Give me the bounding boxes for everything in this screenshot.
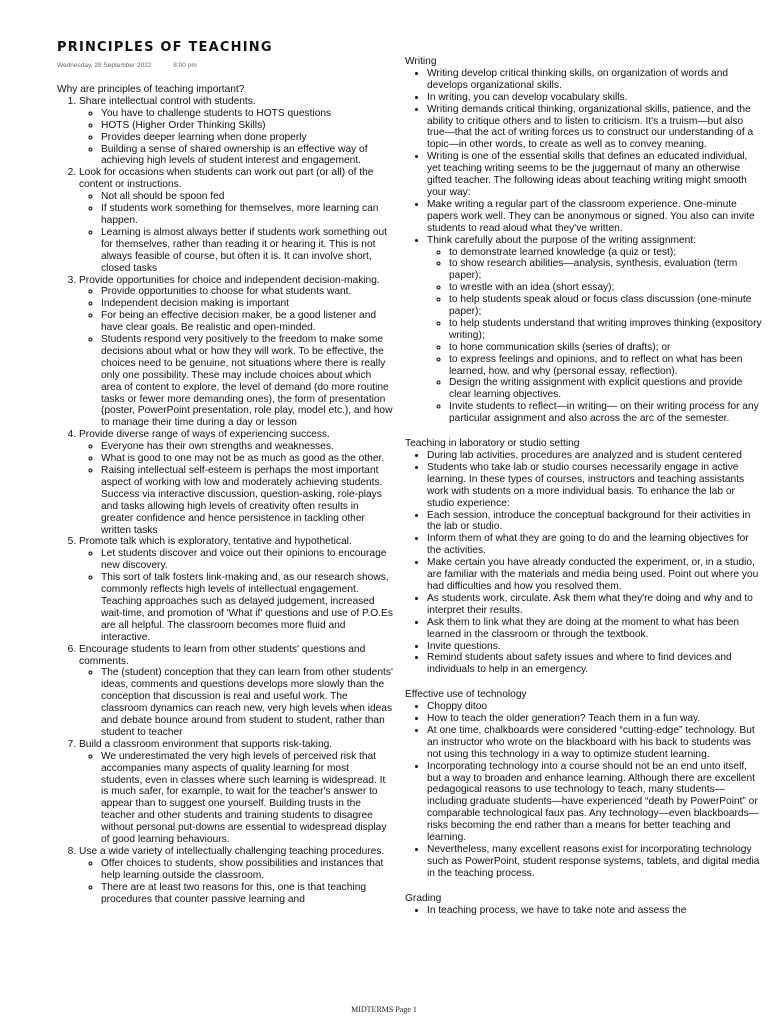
section-technology [405, 689, 763, 880]
list-item-text: Writing demands critical thinking, organizational skills, patience, and the ability to critique others and to listen to criticism. It's a truism—but also true—that the act of writing forces us to construct our understanding of a topic—in other words, to create as well as to convey meaning. [427, 103, 754, 151]
list-item-text: Inform them of what they are going to do and the learning objectives for the activities. [427, 533, 749, 557]
section-lab [405, 438, 763, 676]
list-item [427, 641, 763, 653]
sub-item-text: to demonstrate learned knowledge (a quiz or test); [449, 246, 677, 258]
sub-item-text: Everyone has their own strengths and weaknesses. [101, 441, 334, 453]
sub-item-text: There are at least two reasons for this, one is that teaching procedures that counter passive learning and [101, 881, 367, 905]
sub-item [449, 354, 763, 378]
sub-item [101, 882, 393, 906]
principle-item [79, 536, 393, 643]
sub-list [79, 108, 393, 168]
list-item [427, 104, 763, 152]
list-item [427, 151, 763, 199]
sub-item [101, 203, 393, 227]
page-footer: MIDTERMS Page 1 [351, 1005, 417, 1014]
sub-item-text: to show research abilities—analysis, synthesis, evaluation (term paper); [449, 258, 738, 282]
sub-item [101, 667, 393, 738]
sub-item [449, 377, 763, 401]
principle-item-text: Share intellectual control with students. [79, 95, 256, 107]
list-item-text: Choppy ditoo [427, 701, 488, 713]
list-item-text: During lab activities, procedures are analyzed and is student centered [427, 450, 742, 461]
principles-list [57, 96, 393, 906]
principle-item [79, 275, 393, 430]
sub-item [449, 318, 763, 342]
principle-item [79, 429, 393, 536]
sub-item [101, 227, 393, 275]
list-item-text: Students who take lab or studio courses necessarily engage in active learning. In these types of courses, instructors and teaching assistants work with students on a more individual basis. To enhance the lab or studio experience: [427, 461, 745, 509]
list-item [427, 905, 763, 917]
list-item [427, 557, 763, 593]
sub-item [101, 334, 393, 429]
list-item [427, 533, 763, 557]
sub-list [79, 667, 393, 738]
technology-list [405, 701, 763, 880]
section-grading [405, 893, 763, 917]
sub-item [101, 191, 393, 203]
list-item-text: At one time, chalkboards were considered “cutting-edge” technology. But an instructor who wrote on the blackboard with his back to students was not using this technology in a way to optimize student learning. [427, 724, 755, 760]
note-meta [57, 62, 217, 69]
list-item-text: Writing develop critical thinking skills, on organization of words and develops organizational skills. [427, 67, 729, 91]
sub-item [101, 548, 393, 572]
list-item [427, 701, 763, 713]
sub-item-text: You have to challenge students to HOTS questions [101, 107, 332, 119]
principle-item [79, 96, 393, 167]
sub-list [79, 858, 393, 906]
list-item [427, 450, 763, 462]
list-item-text: Writing is one of the essential skills that defines an educated individual, yet teaching writing seems to be the juggernaut of many an otherwise gifted teacher. The following ideas about teaching writing might smooth your way: [427, 151, 748, 198]
list-item-text: Invite questions. [427, 640, 501, 652]
note-date: Wednesday, 28 September 2022 [57, 62, 152, 69]
page-title: PRINCIPLES OF TEACHING [57, 40, 273, 55]
sub-item-text: This sort of talk fosters link-making and, as our research shows, commonly reflects high levels of intellectual engagement. Teaching approaches such as delayed judgement, increased wait-time, and promotion of 'What if' questions and use of P.O.Es are all helpful. The classroom becomes more fluid and interactive. [101, 572, 393, 643]
principle-item-text: Look for occasions when students can work out part (or all) of the content or instructions. [79, 167, 374, 191]
list-item [427, 844, 763, 880]
right-column [405, 56, 763, 981]
principle-item-text: Provide opportunities for choice and independent decision-making. [79, 274, 380, 286]
sub-item-text: Provides deeper learning when done properly [101, 131, 307, 143]
sub-item-text: Learning is almost always better if students work something out for themselves, rather than reading it or hearing it. This is not always feasible of course, but often it is. It can involve short, closed tasks [101, 226, 387, 274]
list-item-text: Remind students about safety issues and where to find devices and individuals to help in an emergency. [427, 652, 732, 676]
sub-list [79, 191, 393, 274]
list-item [427, 68, 763, 92]
sub-item [449, 247, 763, 259]
principle-item-text: Encourage students to learn from other students' questions and comments. [79, 643, 366, 667]
sub-item-text: Building a sense of shared ownership is an effective way of achieving high levels of student interest and engagement. [101, 143, 368, 167]
sub-item [101, 132, 393, 144]
sub-item [101, 144, 393, 168]
intro-question: Why are principles of teaching important? [57, 84, 245, 95]
list-item [427, 617, 763, 641]
sub-item-text: to help students speak aloud or focus class discussion (one-minute paper); [449, 294, 752, 318]
sub-item-text: For being an effective decision maker, be a good listener and have clear goals. Be realistic and open-minded. [101, 310, 377, 334]
sub-item [449, 282, 763, 294]
list-item-text: How to teach the older generation? Teach them in a fun way. [427, 713, 701, 725]
sub-item-text: Independent decision making is important [101, 298, 290, 310]
principle-item-text: Provide diverse range of ways of experiencing success. [79, 429, 330, 441]
list-item [427, 199, 763, 235]
list-item-text: Nevertheless, many excellent reasons exist for incorporating technology such as PowerPoint, student response systems, tablets, and digital media in the teaching process. [427, 844, 760, 879]
list-item [427, 462, 763, 510]
list-item [427, 92, 763, 104]
list-item [427, 510, 763, 534]
principle-item [79, 846, 393, 906]
principle-item [79, 644, 393, 739]
sub-item-text: We underestimated the very high levels of perceived risk that accompanies many aspects of quality learning for most students, even in classes where such learning is widespread. It is much safer, for example, to wait for the teacher's answer to appear than to suggest one yourself. Building trusts in the teacher and other students and training students to disagree without personal put-downs are essential to widespread display of good learning behaviours. [101, 750, 387, 846]
sub-list [79, 751, 393, 846]
sub-item [101, 453, 393, 465]
sub-list [79, 548, 393, 643]
sub-list [79, 286, 393, 429]
sub-item-text: Raising intellectual self-esteem is perhaps the most important aspect of working with low and moderately achieving students. Success via interactive discussion, question-asking, role-plays and tasks allowing high levels of creativity often results in greater confidence and hence persistence in tackling other written tasks [101, 465, 383, 536]
list-item-text: In teaching process, we have to take note and assess the [427, 904, 687, 916]
sub-item [101, 441, 393, 453]
lab-list [405, 450, 763, 676]
sub-item [101, 751, 393, 846]
sub-item-text: Provide opportunities to choose for what students want. [101, 286, 352, 298]
sub-list [427, 247, 763, 426]
sub-item-text: to express feelings and opinions, and to reflect on what has been learned, how, and why (personal essay, reflection). [449, 353, 743, 377]
sub-item [101, 108, 393, 120]
sub-item [101, 286, 393, 298]
principle-item-text: Promote talk which is exploratory, tentative and hypothetical. [79, 536, 352, 548]
list-item [427, 235, 763, 426]
sub-item [101, 310, 393, 334]
sub-item [101, 120, 393, 132]
list-item-text: In writing, you can develop vocabulary skills. [427, 91, 628, 103]
sub-item-text: Invite students to reflect—in writing— on their writing process for any particular assignment and also across the arc of the semester. [449, 401, 759, 425]
list-item-text: Incorporating technology into a course should not be an end unto itself, but a way to broaden and enhance learning. Although there are excellent pedagogical reasons to use technology to teach, many students—including graduate students—have experienced “death by PowerPoint” or comparable technological faux pas. Any technology—even blackboards—risks becoming the end rather than a means for better teaching and learning. [427, 760, 759, 844]
sub-item [101, 858, 393, 882]
sub-item-text: Offer choices to students, show possibilities and instances that help learning outside the classroom. [101, 857, 384, 881]
note-time: 8:00 pm [173, 62, 197, 69]
section-heading: Teaching in laboratory or studio setting [405, 438, 580, 450]
list-item-text: Think carefully about the purpose of the writing assignment: [427, 234, 696, 246]
principle-item [79, 167, 393, 274]
sub-item-text: to hone communication skills (series of drafts); or [449, 341, 671, 353]
sub-item-text: to wrestle with an idea (short essay); [449, 282, 615, 294]
list-item-text: Make writing a regular part of the classroom experience. One-minute papers work well. They can be anonymous or signed. You also can invite students to read aloud what they've written. [427, 198, 755, 234]
list-item [427, 593, 763, 617]
section-heading: Grading [405, 892, 442, 904]
section-writing [405, 56, 763, 425]
sub-item-text: Design the writing assignment with explicit questions and provide clear learning objectives. [449, 377, 743, 401]
sub-item-text: Let students discover and voice out their opinions to encourage new discovery. [101, 548, 387, 572]
section-heading: Writing [405, 56, 437, 67]
sub-item [449, 342, 763, 354]
principle-item-text: Build a classroom environment that supports risk-taking. [79, 738, 333, 750]
sub-item-text: The (student) conception that they can learn from other students' ideas, comments and questions develops more slowly than the conception that discussion is real and useful work. The classroom dynamics can reach new, very high levels when ideas and debate bounce around from student to student, rather than student to teacher [101, 667, 393, 738]
sub-item [449, 401, 763, 425]
sub-item [101, 298, 393, 310]
list-item [427, 725, 763, 761]
sub-item-text: to help students understand that writing improves thinking (expository writing); [449, 317, 762, 341]
list-item [427, 761, 763, 844]
principle-item-text: Use a wide variety of intellectually challenging teaching procedures. [79, 846, 385, 857]
sub-item-text: Students respond very positively to the freedom to make some decisions about what or how they will work. To be effective, the choices need to be genuine, not situations where there is really only one possibility. These may include choices about which area of content to explore, the level of demand (do more routine tasks or fewer more demanding ones), the form of presentation (poster, PowerPoint presentation, role play, model etc.), and how to manage their time during a day or lesson [101, 334, 393, 429]
writing-list [405, 68, 763, 425]
left-column [57, 84, 393, 906]
sub-item [449, 294, 763, 318]
sub-item [101, 572, 393, 643]
sub-item [449, 258, 763, 282]
sub-list [79, 441, 393, 536]
sub-item-text: What is good to one may not be as much as good as the other. [101, 453, 385, 465]
sub-item-text: Not all should be spoon fed [101, 191, 225, 203]
sub-item [101, 465, 393, 536]
list-item [427, 652, 763, 676]
sub-item-text: If students work something for themselves, more learning can happen. [101, 203, 379, 226]
list-item [427, 713, 763, 725]
principle-item [79, 739, 393, 846]
section-heading: Effective use of technology [405, 689, 527, 701]
sub-item-text: HOTS (Higher Order Thinking Skills) [101, 119, 266, 131]
list-item-text: Ask them to link what they are doing at the moment to what has been learned in the classroom or through the textbook. [427, 616, 740, 640]
list-item-text: Make certain you have already conducted the experiment, or, in a studio, are familiar with the materials and media being used. Point out where you had difficulties and how you resolved them. [427, 557, 759, 592]
list-item-text: As students work, circulate. Ask them what they're doing and why and to interpret their results. [427, 592, 753, 616]
grading-list [405, 905, 763, 917]
list-item-text: Each session, introduce the conceptual background for their activities in the lab or studio. [427, 509, 751, 533]
